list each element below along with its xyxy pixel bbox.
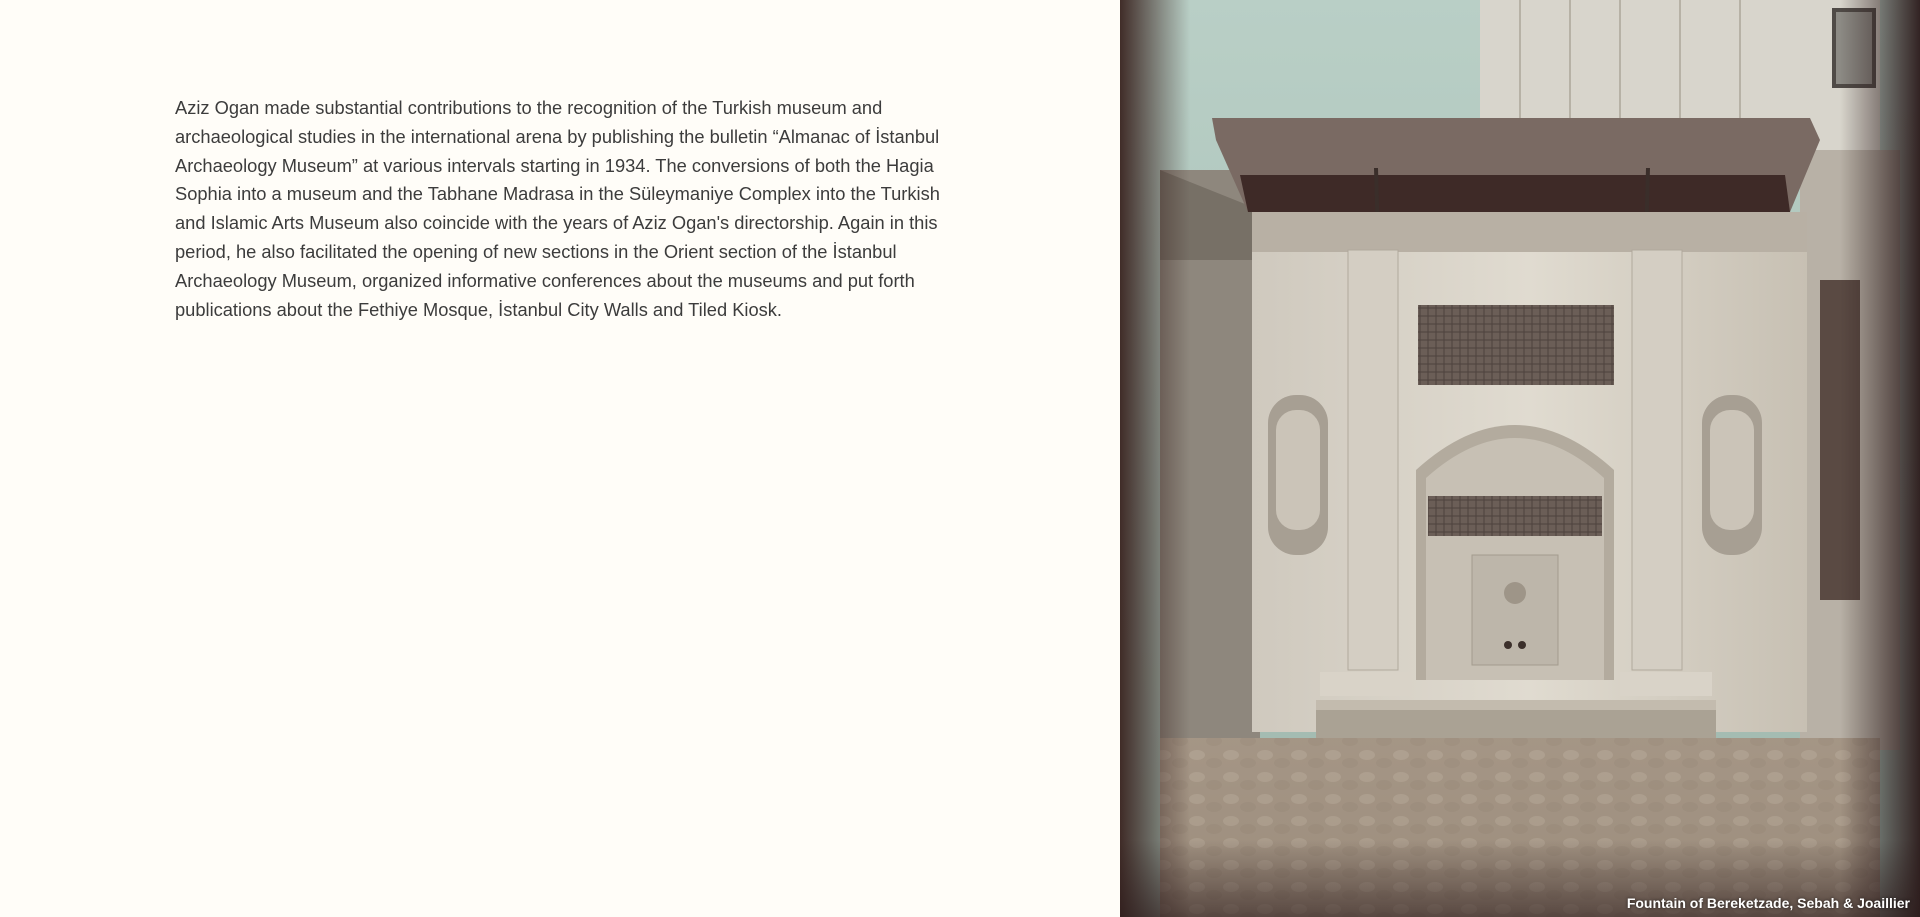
article-paragraph: Aziz Ogan made substantial contributions to the recognition of the Turkish museum and archaeological studies in the international arena by publishing the bulletin “Almanac of İstanbul Archaeology Museum” at various intervals starting in 1934. The conversions of both the Hagia Sophia into a museum and the Tabhane Madrasa in the Süleymaniye Complex into the Turkish and Islamic Arts Museum also coincide with the years of Aziz Ogan's directorship. Again in this period, he also facilitated the opening of new sections in the Orient section of the İstanbul Archaeology Museum, organized informative conferences about the museums and put forth publications about the Fethiye Mosque, İstanbul City Walls and Tiled Kiosk.: [175, 97, 940, 320]
image-panel: [1120, 0, 1920, 917]
photo-caption: Fountain of Bereketzade, Sebah & Joaillier: [1626, 895, 1910, 911]
fountain-photo: [1120, 0, 1920, 917]
